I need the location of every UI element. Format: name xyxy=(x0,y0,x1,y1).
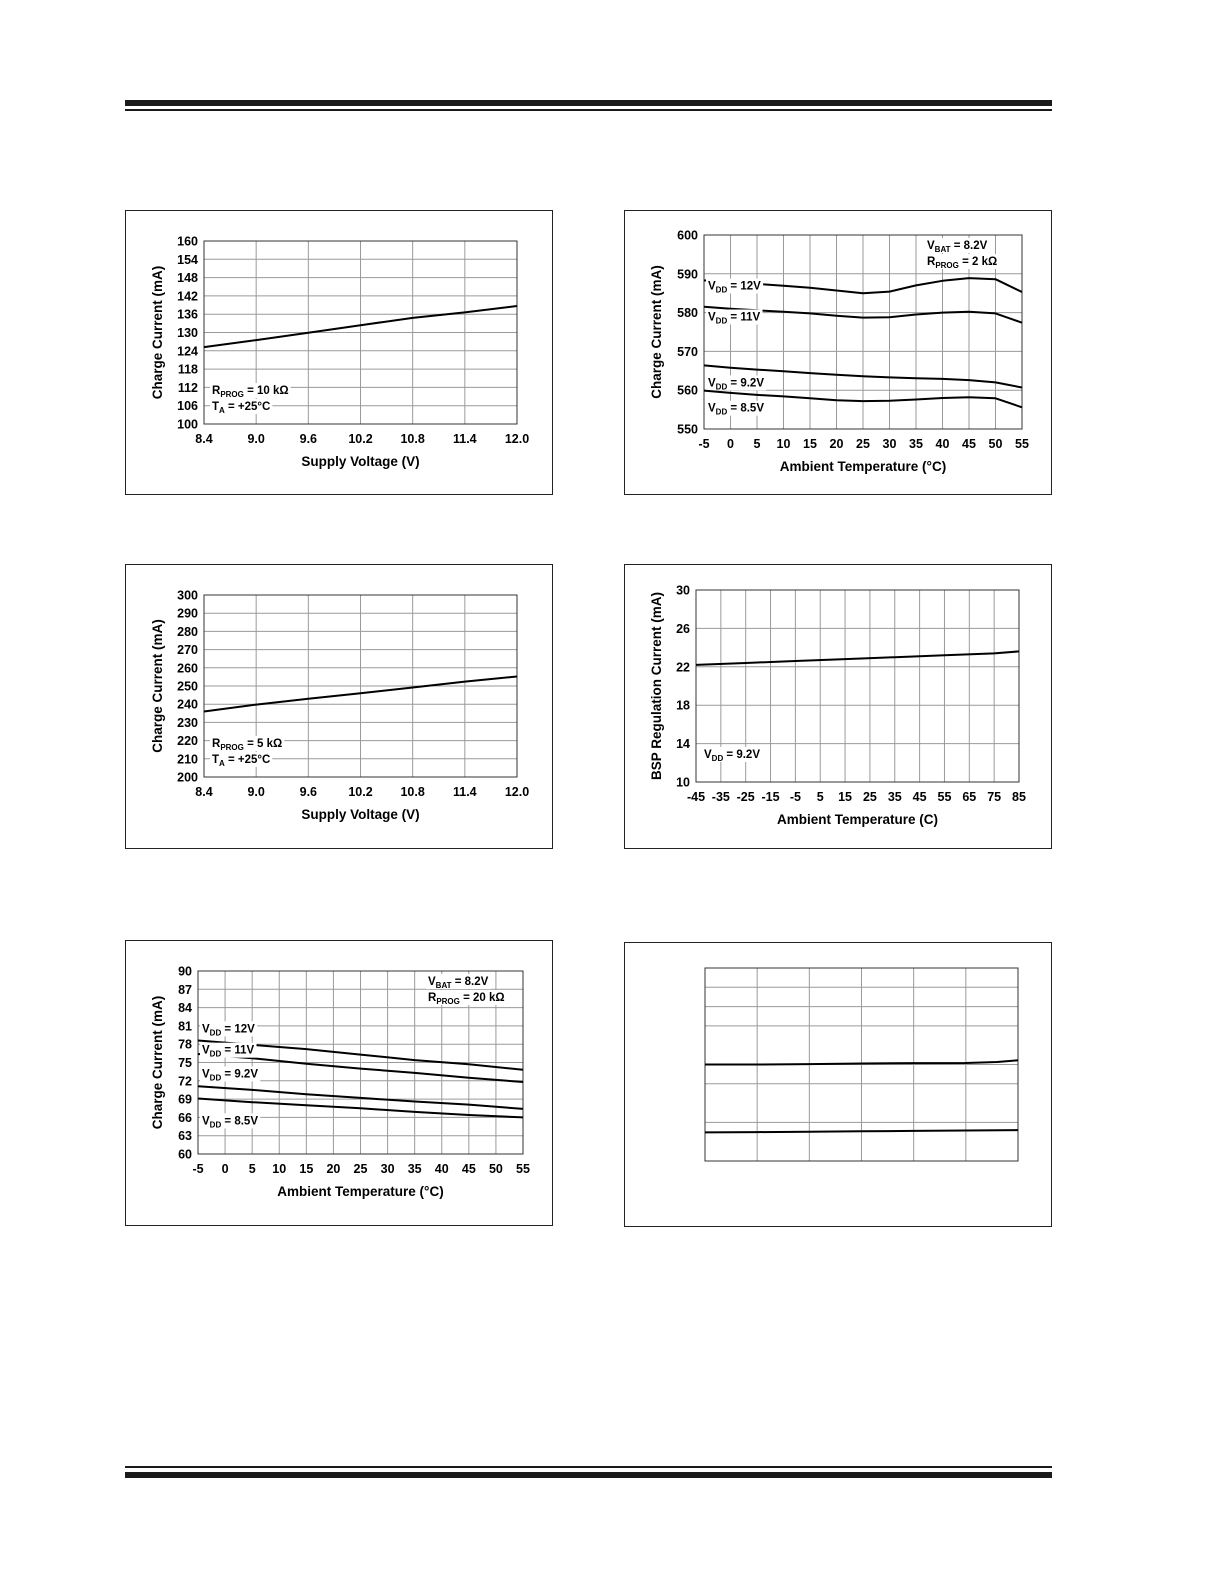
x-tick-label: 0 xyxy=(221,1162,229,1176)
x-tick-label: 11.4 xyxy=(453,432,477,446)
series-line-1 xyxy=(696,651,1019,665)
x-tick-label: 35 xyxy=(407,1162,422,1176)
y-tick-label: 14 xyxy=(676,737,690,752)
x-tick-label: 40 xyxy=(935,437,950,451)
x-tick-label: 9.6 xyxy=(299,785,318,799)
x-tick-label: 65 xyxy=(962,790,977,804)
x-tick-label: 5 xyxy=(248,1162,256,1176)
x-tick-label: 30 xyxy=(380,1162,395,1176)
x-tick-label: 15 xyxy=(803,437,817,451)
chart-panel-4 xyxy=(624,564,1052,849)
x-tick-label: 10.8 xyxy=(400,432,425,446)
y-tick-label: 118 xyxy=(177,362,198,377)
header-rule-thick xyxy=(125,100,1052,106)
series-line-2 xyxy=(705,1130,1018,1132)
x-tick-label: 55 xyxy=(516,1162,530,1176)
x-tick-label: 10 xyxy=(272,1162,287,1176)
y-tick-label: 250 xyxy=(177,679,198,694)
y-axis-title: Charge Current (mA) xyxy=(649,265,664,399)
chart-panel-6 xyxy=(624,942,1052,1227)
condition-annotation: $T_A = +25^\circ C$ xyxy=(212,754,271,768)
x-tick-label: 35 xyxy=(909,437,923,451)
x-axis-title: Supply Voltage (V) xyxy=(301,454,420,469)
y-tick-label: 260 xyxy=(177,661,198,676)
y-axis-title: Charge Current (mA) xyxy=(150,265,165,400)
x-tick-label: 45 xyxy=(962,437,976,451)
x-tick-label: 50 xyxy=(988,437,1003,451)
x-tick-label: 8.4 xyxy=(195,432,213,446)
chart-6 xyxy=(625,943,1051,1226)
x-tick-label: 8.4 xyxy=(195,785,213,799)
chart-panel-2 xyxy=(624,210,1052,495)
x-tick-label: 45 xyxy=(912,790,927,804)
y-tick-label: 136 xyxy=(177,307,198,322)
x-tick-label: 12.0 xyxy=(504,432,530,446)
y-tick-label: 210 xyxy=(177,752,198,767)
x-tick-label: 20 xyxy=(829,437,844,451)
y-tick-label: 240 xyxy=(177,697,198,712)
y-tick-label: 300 xyxy=(177,588,198,603)
y-tick-label: 160 xyxy=(177,234,198,249)
footer-rule-thick xyxy=(125,1472,1052,1478)
y-tick-label: 124 xyxy=(177,344,198,359)
y-tick-label: 22 xyxy=(676,660,690,675)
x-tick-label: -5 xyxy=(789,790,801,804)
series-label-3: $V_{DD} = 9.2V$ xyxy=(202,1068,258,1083)
series-label-1: $V_{DD} = 12V$ xyxy=(202,1023,255,1038)
y-tick-label: 30 xyxy=(676,583,690,598)
y-tick-label: 63 xyxy=(178,1129,192,1144)
x-axis-title: Ambient Temperature (°C) xyxy=(277,1184,444,1199)
x-tick-label: 45 xyxy=(461,1162,476,1176)
series-label-2: $V_{DD} = 11V$ xyxy=(708,311,761,326)
y-tick-label: 280 xyxy=(177,624,198,639)
x-tick-label: 25 xyxy=(862,790,877,804)
y-tick-label: 90 xyxy=(178,964,192,979)
x-tick-label: -45 xyxy=(686,790,706,804)
series-label-4: $V_{DD} = 8.5V$ xyxy=(202,1115,258,1130)
chart-panel-5 xyxy=(125,940,553,1226)
x-tick-label: 55 xyxy=(1015,437,1029,451)
x-tick-label: 25 xyxy=(353,1162,368,1176)
chart-2 xyxy=(625,211,1051,494)
series-label-3: $V_{DD} = 9.2V$ xyxy=(708,377,764,392)
chart-3 xyxy=(126,565,552,848)
condition-annotation: $R_{PROG} = 20$ kΩ xyxy=(428,992,505,1006)
x-tick-label: -5 xyxy=(192,1162,204,1176)
y-tick-label: 570 xyxy=(677,344,698,359)
y-tick-label: 72 xyxy=(178,1074,192,1089)
condition-annotation: $R_{PROG} = 5$ kΩ xyxy=(212,738,283,752)
x-tick-label: 25 xyxy=(856,437,870,451)
y-tick-label: 200 xyxy=(177,770,198,785)
condition-annotation: $V_{BAT} = 8.2V$ xyxy=(428,976,489,990)
x-tick-label: -35 xyxy=(711,790,730,804)
x-tick-label: 9.0 xyxy=(247,432,265,446)
x-axis-title: Supply Voltage (V) xyxy=(301,807,420,822)
y-tick-label: 112 xyxy=(177,380,198,395)
x-tick-label: 20 xyxy=(326,1162,341,1176)
x-tick-label: 10 xyxy=(776,437,791,451)
series-label-2: $V_{DD} = 11V$ xyxy=(202,1044,255,1059)
chart-5 xyxy=(126,941,552,1225)
y-tick-label: 78 xyxy=(178,1037,192,1052)
y-tick-label: 220 xyxy=(177,734,198,749)
chart-1 xyxy=(126,211,552,494)
y-tick-label: 154 xyxy=(177,252,198,267)
x-axis-title: Ambient Temperature (°C) xyxy=(779,459,947,474)
y-tick-label: 590 xyxy=(677,267,698,282)
condition-annotation: $V_{DD} = 9.2V$ xyxy=(704,749,760,763)
x-tick-label: 10.8 xyxy=(400,785,425,799)
x-tick-label: 5 xyxy=(816,790,824,804)
y-tick-label: 270 xyxy=(177,643,198,658)
y-tick-label: 69 xyxy=(178,1092,192,1107)
x-tick-label: 10.2 xyxy=(348,432,373,446)
y-tick-label: 75 xyxy=(178,1056,192,1070)
y-tick-label: 66 xyxy=(178,1110,192,1125)
y-tick-label: 580 xyxy=(677,306,698,321)
condition-annotation: $R_{PROG} = 2$ kΩ xyxy=(927,256,998,270)
y-tick-label: 230 xyxy=(177,715,198,730)
y-axis-title: BSP Regulation Current (mA) xyxy=(649,591,664,781)
series-label-1: $V_{DD} = 12V$ xyxy=(708,280,761,295)
x-tick-label: 50 xyxy=(488,1162,503,1176)
x-tick-label: 15 xyxy=(299,1162,314,1176)
y-tick-label: 81 xyxy=(178,1019,192,1034)
x-tick-label: -25 xyxy=(736,790,755,804)
y-tick-label: 560 xyxy=(677,383,698,398)
y-tick-label: 60 xyxy=(178,1147,192,1162)
condition-annotation: $T_A = +25^\circ C$ xyxy=(212,401,271,415)
y-tick-label: 130 xyxy=(177,326,198,340)
x-tick-label: 10.2 xyxy=(348,785,373,799)
x-tick-label: 30 xyxy=(882,437,897,451)
y-tick-label: 106 xyxy=(177,399,198,414)
y-tick-label: 550 xyxy=(677,422,698,437)
y-tick-label: 148 xyxy=(177,271,198,286)
y-tick-label: 84 xyxy=(178,1001,192,1016)
chart-panel-1 xyxy=(125,210,553,495)
x-tick-label: 75 xyxy=(987,790,1002,804)
x-tick-label: 0 xyxy=(727,437,734,451)
x-tick-label: 9.6 xyxy=(299,432,318,446)
x-axis-title: Ambient Temperature (C) xyxy=(776,812,939,827)
header-rule-thin xyxy=(125,109,1052,111)
x-tick-label: 55 xyxy=(937,790,952,804)
condition-annotation: $V_{BAT} = 8.2V$ xyxy=(927,240,988,254)
x-tick-label: 40 xyxy=(434,1162,449,1176)
chart-4 xyxy=(625,565,1051,848)
y-tick-label: 87 xyxy=(178,982,192,997)
x-tick-label: -5 xyxy=(698,437,710,451)
y-axis-title: Charge Current (mA) xyxy=(150,995,165,1130)
x-tick-label: 85 xyxy=(1012,790,1026,804)
x-tick-label: 35 xyxy=(887,790,902,804)
x-tick-label: 9.0 xyxy=(247,785,265,799)
y-tick-label: 142 xyxy=(177,289,198,304)
y-tick-label: 100 xyxy=(177,417,198,432)
chart-panel-3 xyxy=(125,564,553,849)
footer-rule-thin xyxy=(125,1466,1052,1468)
y-axis-title: Charge Current (mA) xyxy=(150,619,165,753)
x-tick-label: -15 xyxy=(761,790,780,804)
series-label-4: $V_{DD} = 8.5V$ xyxy=(708,402,764,417)
condition-annotation: $R_{PROG} = 10$ kΩ xyxy=(212,385,289,399)
y-tick-label: 600 xyxy=(677,228,698,243)
y-tick-label: 10 xyxy=(676,775,690,790)
y-tick-label: 18 xyxy=(676,698,690,713)
x-tick-label: 11.4 xyxy=(453,785,477,799)
x-tick-label: 12.0 xyxy=(504,785,530,799)
x-tick-label: 15 xyxy=(838,790,853,804)
y-tick-label: 26 xyxy=(676,621,690,636)
y-tick-label: 290 xyxy=(177,606,198,621)
x-tick-label: 5 xyxy=(753,437,761,451)
